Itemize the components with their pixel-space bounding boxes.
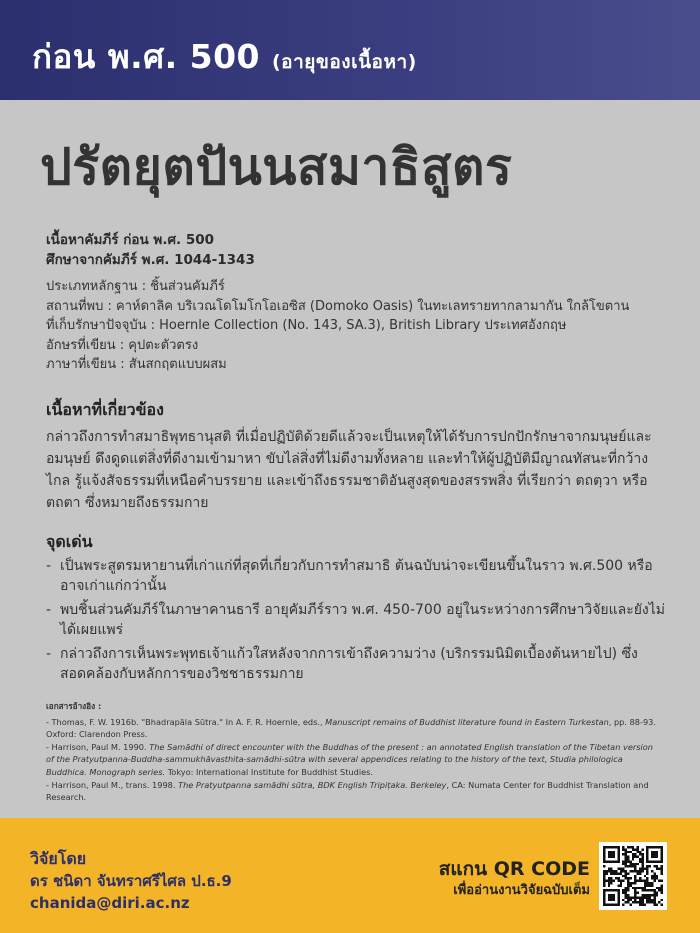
source-manuscript-date: ศึกษาจากคัมภีร์ พ.ศ. 1044-1343 — [46, 252, 255, 268]
era-subtitle: (อายุของเนื้อหา) — [272, 51, 417, 73]
reference-text: - Harrison, Paul M. 1990. — [46, 741, 150, 752]
meta-script: อักษรที่เขียน : คุปตะตัวตรง — [46, 337, 199, 353]
list-dash: - — [46, 646, 52, 662]
highlights-heading: จุดเด่น — [46, 532, 93, 551]
highlight-text: กล่าวถึงการเห็นพระพุทธเจ้าแก้วใสหลังจากการเข้าถึงความว่าง (บริกรรมนิมิตเบื้องต้นหายไป) ซึ่งสอดคล้องกับหลักการของวิชชาธรรมกาย — [60, 646, 638, 682]
references-block — [46, 700, 658, 804]
meta-find-location: สถานที่พบ : คาห์ดาลิค บริเวณโดโมโกโอเอซิส (Domoko Oasis) ในทะเลทรายทากลามากัน ใกล้โขตาน — [46, 298, 630, 314]
reference-item — [46, 716, 658, 741]
reference-text: , CA: Numata Center for Buddhist Translation and Research. — [46, 779, 649, 803]
scan-subtitle: เพื่ออ่านงานวิจัยฉบับเต็ม — [453, 883, 590, 898]
source-content-date: เนื้อหาคัมภีร์ ก่อน พ.ศ. 500 — [46, 232, 215, 248]
reference-title: The Pratyutpanna samādhi sūtra, BDK English Tripiṭaka. Berkeley — [178, 779, 447, 790]
era-heading — [32, 30, 417, 83]
related-heading: เนื้อหาที่เกี่ยวข้อง — [46, 400, 164, 419]
scan-cta — [439, 856, 590, 900]
highlight-item — [46, 644, 671, 684]
reference-item — [46, 741, 658, 779]
reference-text: , pp. 88-93. Oxford: Clarendon Press. — [46, 716, 656, 740]
highlight-text: พบชิ้นส่วนคัมภีร์ในภาษาคานธารี อายุคัมภีร์ราว พ.ศ. 450-700 อยู่ในระหว่างการศึกษาวิจัยและยังไม่ได้เผยแพร่ — [60, 602, 666, 638]
metadata-block — [46, 277, 676, 375]
page-title: ปรัตยุตปันนสมาธิสูตร — [40, 138, 513, 196]
source-info — [46, 230, 666, 270]
highlights-list — [46, 556, 671, 688]
highlight-text: เป็นพระสูตรมหายานที่เก่าแก่ที่สุดที่เกี่ยวกับการทำสมาธิ ต้นฉบับน่าจะเขียนขึ้นในราว พ.ศ.500 หรืออาจเก่าแก่กว่านั้น — [60, 558, 653, 594]
references-label: เอกสารอ้างอิง : — [46, 701, 102, 711]
era-text: ก่อน พ.ศ. 500 — [32, 37, 260, 76]
reference-item — [46, 779, 658, 804]
reference-text: - Thomas, F. W. 1916b. "Bhadrapāla Sūtra." In A. F. R. Hoernle, eds., — [46, 716, 326, 727]
highlight-item — [46, 600, 671, 640]
meta-evidence-type: ประเภทหลักฐาน : ชิ้นส่วนคัมภีร์ — [46, 279, 225, 294]
list-dash: - — [46, 558, 52, 574]
related-body: กล่าวถึงการทำสมาธิพุทธานุสติ ที่เมื่อปฏิบัติด้วยดีแล้วจะเป็นเหตุให้ได้รับการปกปักรักษาจากมนุษย์และอมนุษย์ ดึงดูดแต่สิ่งที่ดีงามเข้ามาหา ขับไล่สิ่งที่ไม่ดีงามทั้งหลาย และทำให้ผู้ปฏิบัติมีญาณทัสนะที่กว้างไกล รู้แจ้งสัจธรรมที่เหนือคำบรรยาย และเข้าถึงธรรมชาติอันสูงสุดของสรรพสิ่ง ที่เรียกว่า ตถตฺวา หรือ ตถตา ซึ่งหมายถึงธรรมกาย — [46, 429, 652, 511]
scan-title: สแกน QR CODE — [438, 858, 590, 880]
research-by-label: วิจัยโดย — [30, 849, 87, 868]
reference-title: The Samādhi of direct encounter with the Buddhas of the present : an annotated English translation of the Tibetan version of the Pratyutpanna-Buddha-sammukhāvasthita-samādhi-sūtra with several appendices relating to the history of the text, Studia philologica Buddhica. Monograph series. — [46, 741, 653, 777]
reference-text: - Harrison, Paul M., trans. 1998. — [46, 779, 179, 790]
researcher-info — [30, 848, 232, 914]
reference-title: Manuscript remains of Buddhist literature found in Eastern Turkestan — [325, 716, 609, 727]
highlight-item — [46, 556, 671, 596]
researcher-name: ดร ชนิดา จันทราศรีไศล ป.ธ.9 — [30, 872, 232, 890]
meta-current-location: ที่เก็บรักษาปัจจุบัน : Hoernle Collection (No. 143, SA.3), British Library ประเทศอังกฤษ — [46, 318, 567, 333]
list-dash: - — [46, 602, 52, 618]
researcher-email[interactable]: chanida@diri.ac.nz — [30, 894, 190, 912]
qr-code-graphic — [603, 846, 663, 906]
header-banner — [0, 0, 700, 100]
footer-banner — [0, 818, 700, 933]
qr-code-icon[interactable] — [599, 842, 667, 910]
meta-language: ภาษาที่เขียน : สันสกฤตแบบผสม — [46, 357, 227, 372]
reference-text: Tokyo: International Institute for Buddhist Studies. — [165, 766, 374, 777]
